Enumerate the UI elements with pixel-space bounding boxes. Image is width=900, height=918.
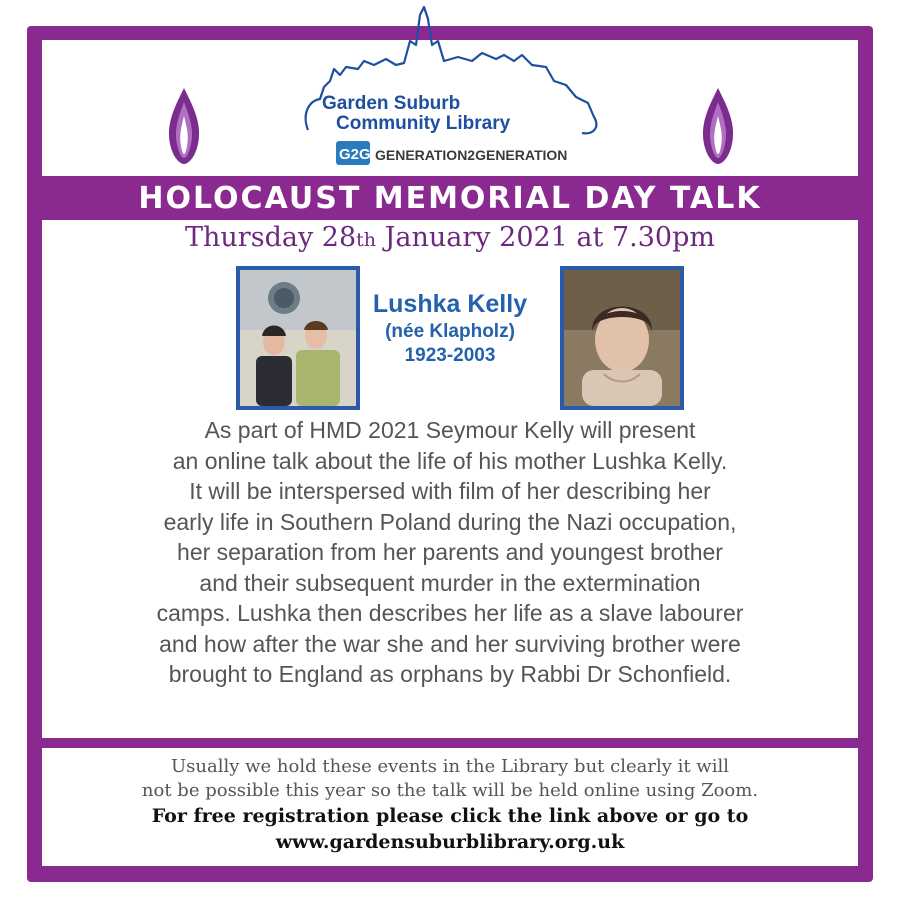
footer-website-link[interactable]: www.gardensuburblibrary.org.uk bbox=[275, 831, 625, 853]
description-line: It will be interspersed with film of her describing her bbox=[189, 478, 711, 504]
memorial-flame-left-icon bbox=[164, 86, 204, 166]
footer-note-line2: not be possible this year so the talk will be held online using Zoom. bbox=[141, 780, 759, 801]
event-date bbox=[42, 222, 858, 253]
g2g-name: GENERATION2GENERATION bbox=[375, 147, 568, 163]
library-logo bbox=[300, 5, 610, 180]
event-description bbox=[60, 415, 840, 690]
footer-note-line1: Usually we hold these events in the Library but clearly it will bbox=[171, 756, 729, 777]
description-line: and how after the war she and her surviving brother were bbox=[159, 630, 741, 657]
description-line: early life in Southern Poland during the Nazi occupation, bbox=[163, 508, 737, 535]
library-name-line2: Community Library bbox=[336, 113, 511, 134]
subject-maiden-name: (née Klapholz) bbox=[385, 321, 515, 342]
photo-lushka-portrait bbox=[560, 266, 684, 410]
subject-years: 1923-2003 bbox=[404, 345, 496, 366]
photo-lushka-with-son bbox=[236, 266, 360, 410]
event-date-rest: January 2021 at 7.30pm bbox=[376, 222, 715, 253]
event-date-ordinal: th bbox=[356, 229, 377, 251]
footer-cta-line1: For free registration please click the link above or go to bbox=[151, 805, 749, 827]
description-line: her separation from her parents and youngest brother bbox=[177, 539, 723, 565]
event-date-day: Thursday 28 bbox=[185, 222, 357, 253]
footer-panel bbox=[42, 748, 858, 866]
g2g-mark: G2G bbox=[339, 146, 371, 163]
memorial-flame-right-icon bbox=[698, 86, 738, 166]
description-line: camps. Lushka then describes her life as a slave labourer bbox=[156, 600, 744, 626]
description-line: As part of HMD 2021 Seymour Kelly will present bbox=[204, 417, 696, 443]
subject-name: Lushka Kelly bbox=[372, 290, 528, 318]
event-title-banner: HOLOCAUST MEMORIAL DAY TALK bbox=[138, 180, 762, 216]
subject-info bbox=[345, 290, 555, 367]
description-line: brought to England as orphans by Rabbi Dr Schonfield. bbox=[168, 661, 732, 687]
description-line: an online talk about the life of his mother Lushka Kelly. bbox=[172, 447, 728, 474]
library-name-line1: Garden Suburb bbox=[322, 93, 461, 114]
description-line: and their subsequent murder in the extermination bbox=[199, 569, 701, 596]
